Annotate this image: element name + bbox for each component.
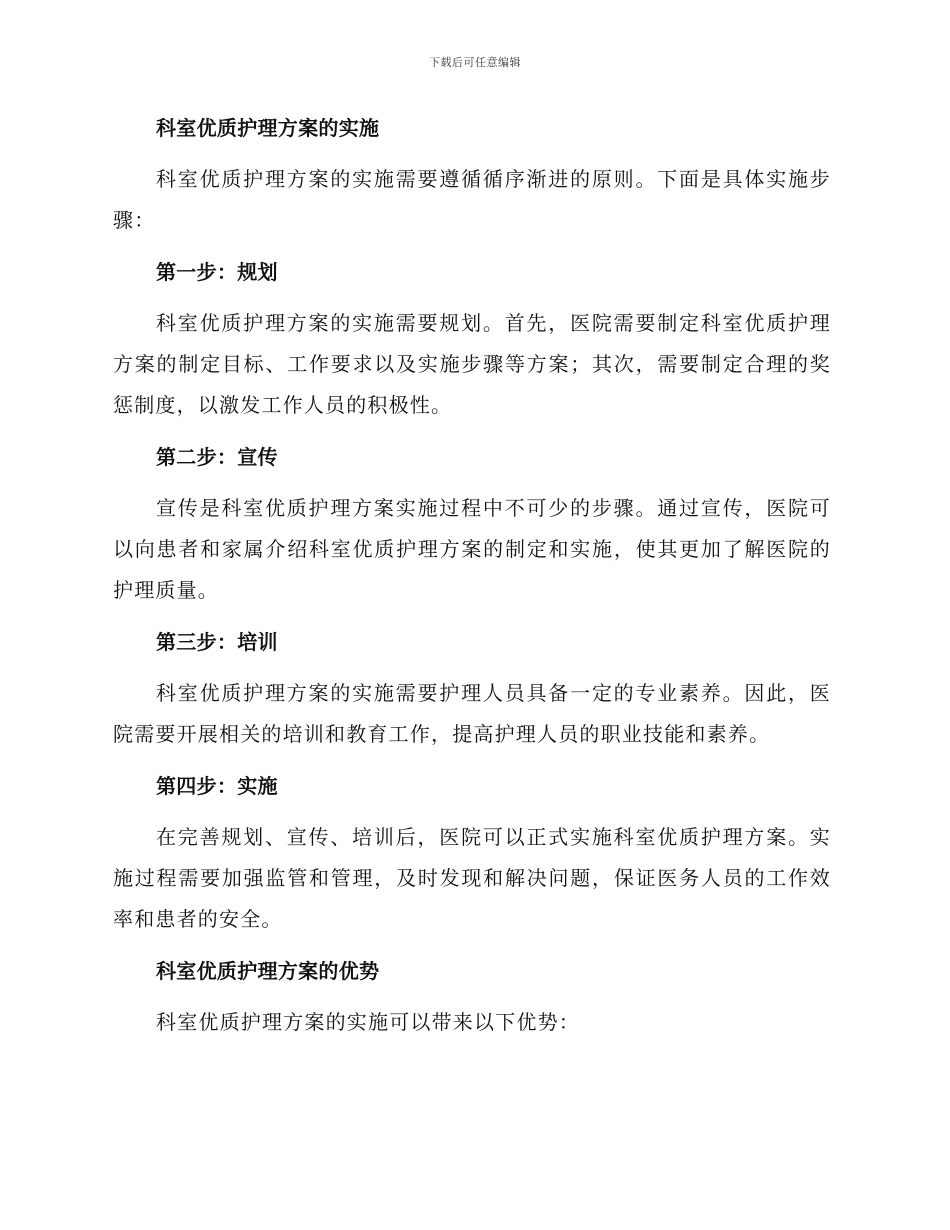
step-2-heading: 第二步：宣传 (156, 445, 278, 469)
step-4-heading: 第四步：实施 (156, 774, 278, 798)
step-1-paragraph: 科室优质护理方案的实施需要规划。首先，医院需要制定科室优质护理方案的制定目标、工作要求以及实施步骤等方案；其次，需要制定合理的奖惩制度，以激发工作人员的积极性。 (113, 311, 831, 417)
advantages-intro-paragraph: 科室优质护理方案的实施可以带来以下优势： (156, 1010, 580, 1034)
step-1-heading: 第一步：规划 (156, 260, 278, 284)
header-note: 下载后可任意编辑 (429, 56, 521, 69)
intro-paragraph: 科室优质护理方案的实施需要遵循循序渐进的原则。下面是具体实施步骤： (113, 167, 831, 232)
step-4-paragraph: 在完善规划、宣传、培训后，医院可以正式实施科室优质护理方案。实施过程需要加强监管和管理，及时发现和解决问题，保证医务人员的工作效率和患者的安全。 (113, 825, 831, 931)
document-body (113, 108, 831, 1054)
step-3-paragraph: 科室优质护理方案的实施需要护理人员具备一定的专业素养。因此，医院需要开展相关的培训和教育工作，提高护理人员的职业技能和素养。 (113, 681, 831, 746)
section-title: 科室优质护理方案的实施 (156, 116, 380, 140)
step-2-paragraph: 宣传是科室优质护理方案实施过程中不可少的步骤。通过宣传，医院可以向患者和家属介绍科室优质护理方案的制定和实施，使其更加了解医院的护理质量。 (113, 496, 831, 602)
step-3-heading: 第三步：培训 (156, 630, 278, 654)
advantages-heading: 科室优质护理方案的优势 (156, 959, 380, 983)
